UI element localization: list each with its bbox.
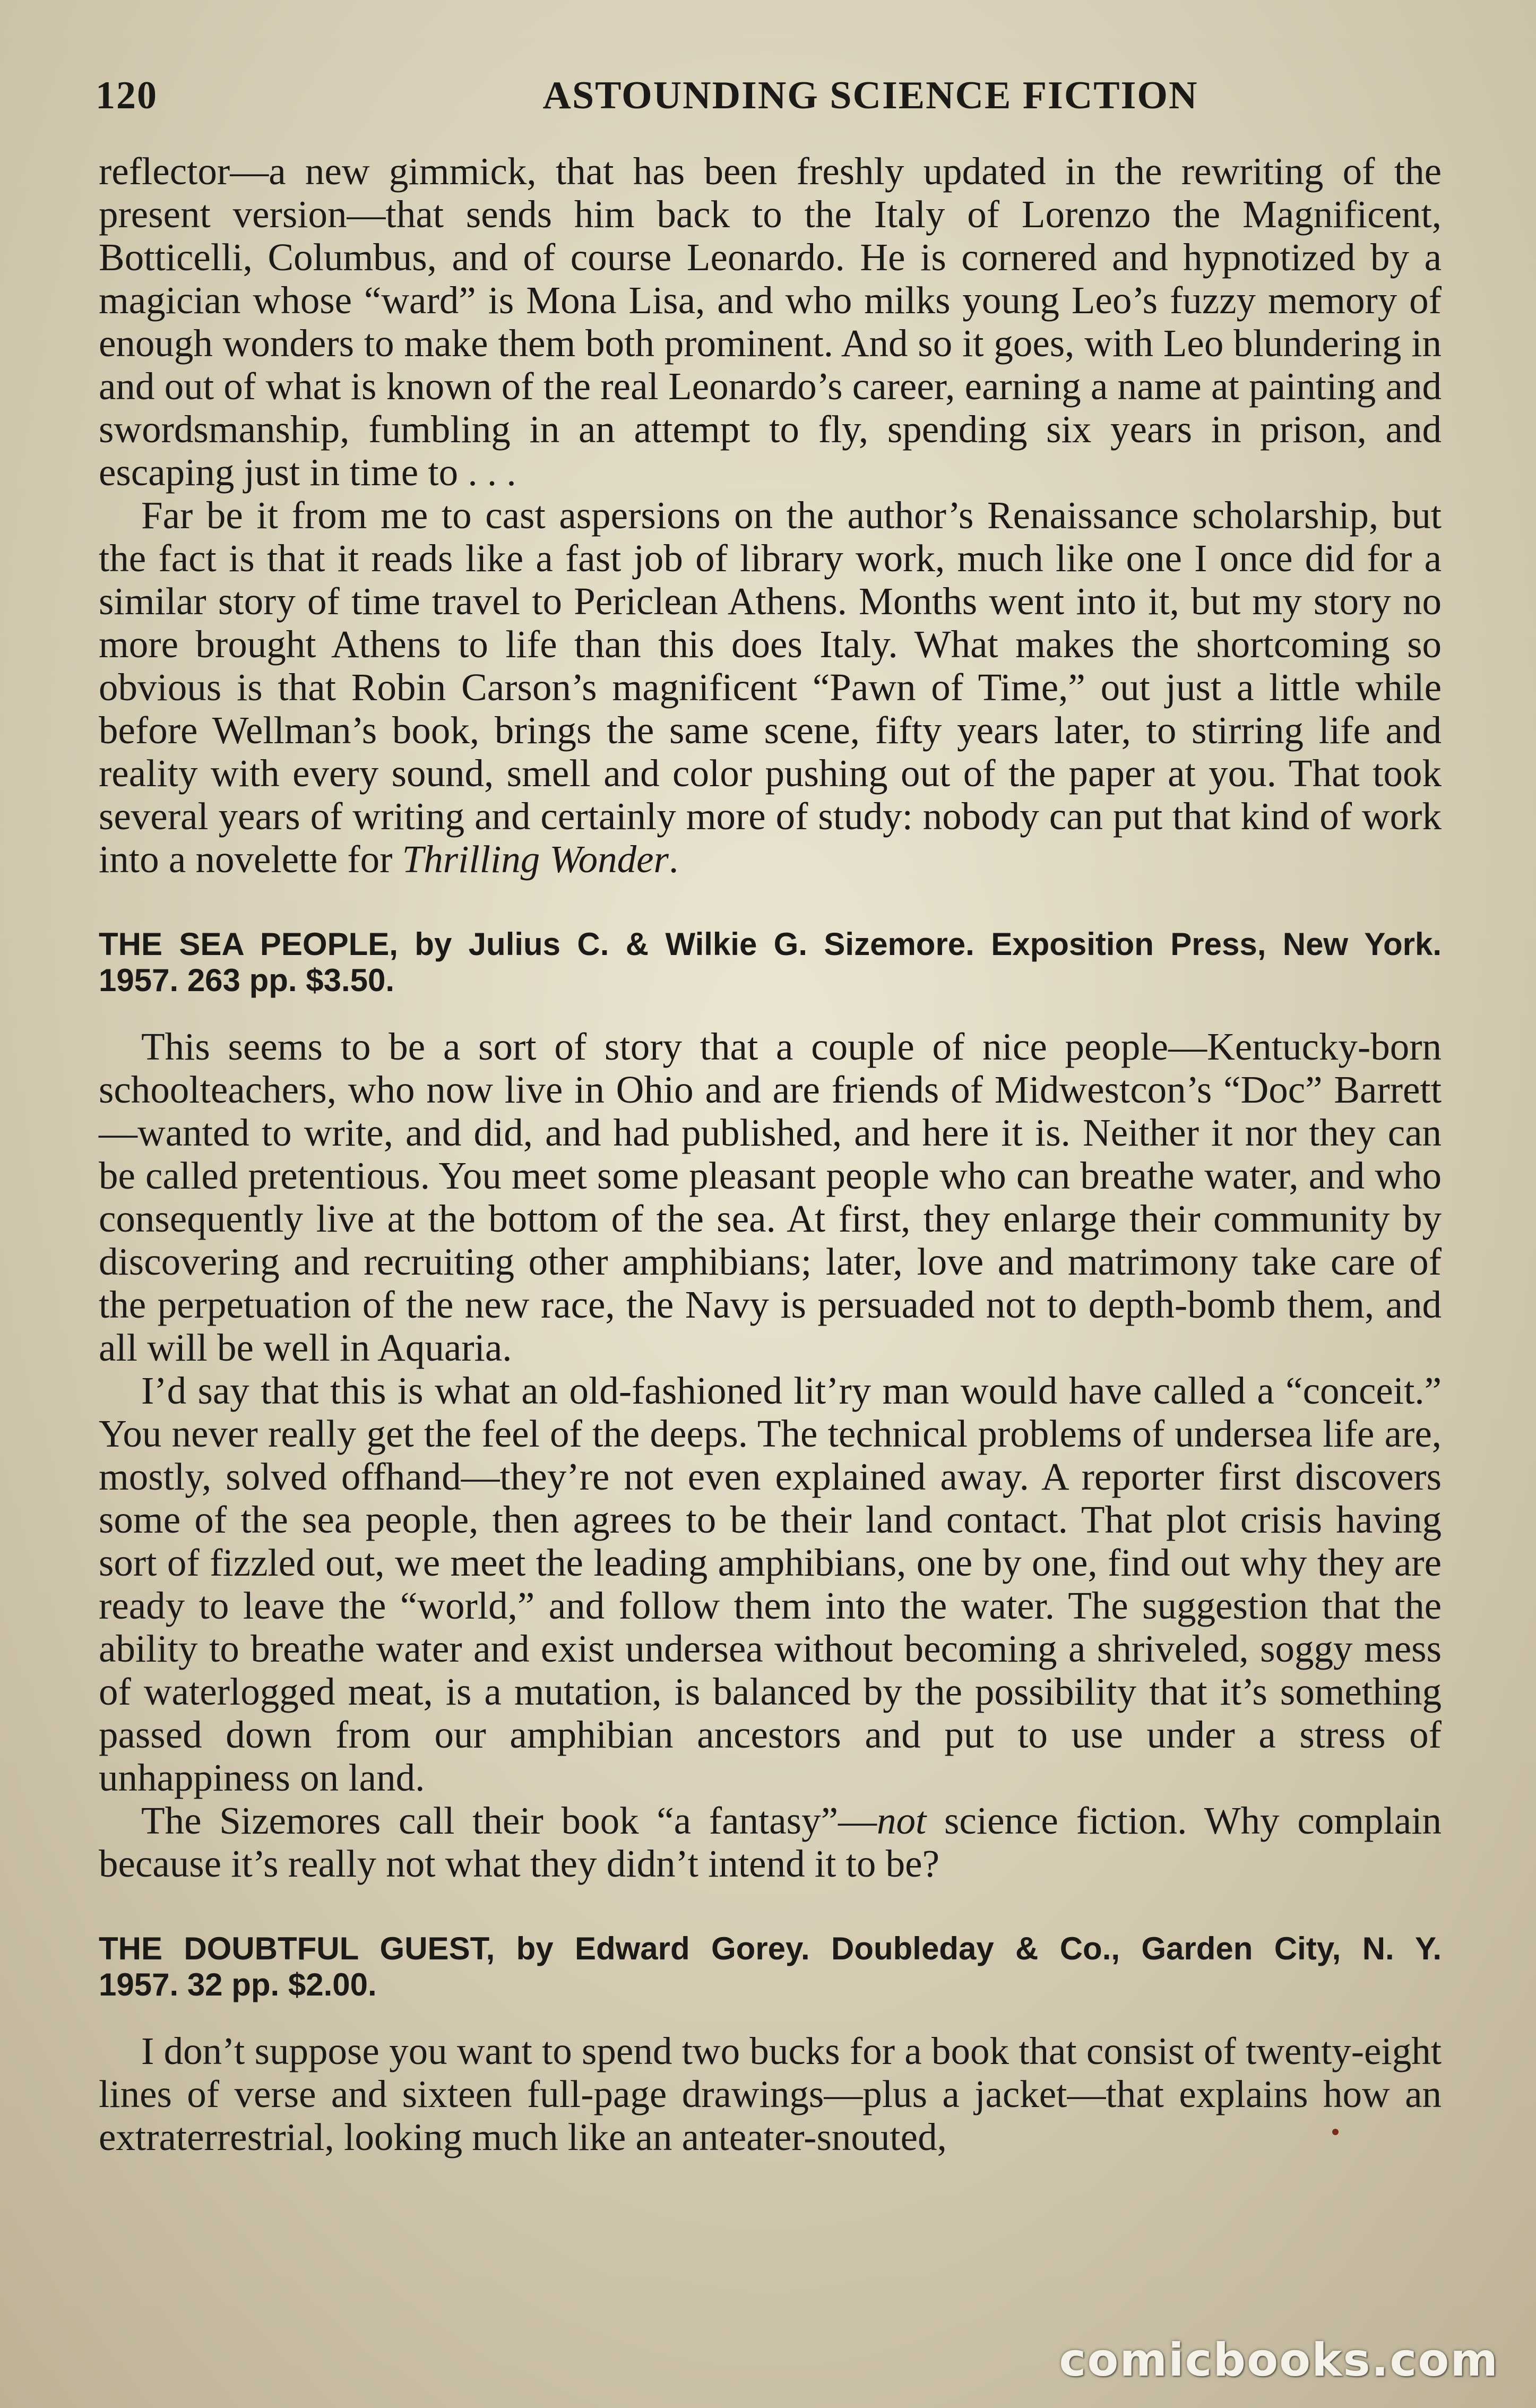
text-column xyxy=(99,150,1442,2158)
book-reference-line: 1957. 263 pp. $3.50. xyxy=(99,962,395,998)
magazine-title: Thrilling Wonder xyxy=(402,838,669,881)
book-reference-line: THE SEA PEOPLE, by Julius C. & Wilkie G. Sizemore. Exposition Press, New York. xyxy=(99,926,1442,962)
review-paragraph xyxy=(99,1799,1442,1885)
review-paragraph: I’d say that this is what an old-fashioned lit’ry man would have called a “conceit.” You never really get the feel of the deeps. The technical problems of undersea life are, mostly, solved offhand—they’re not even explained away. A reporter first discovers some of the sea people, then agrees to be their land contact. That plot crisis having sort of fizzled out, we meet the leading amphibians, one by one, find out why they are ready to leave the “world,” and follow them into the water. The suggestion that the ability to breathe water and exist undersea without becoming a shriveled, soggy mess of waterlogged meat, is a mutation, is balanced by the possibility that it’s something passed down from our amphibian ancestors and put to use under a stress of unhappiness on land. xyxy=(99,1369,1442,1799)
book-reference-line: THE DOUBTFUL GUEST, by Edward Gorey. Doubleday & Co., Garden City, N. Y. xyxy=(99,1931,1442,1966)
page-header xyxy=(96,73,1444,132)
review-paragraph: This seems to be a sort of story that a couple of nice people—Kentucky-born schoolteachers, who now live in Ohio and are friends of Midwestcon’s “Doc” Barrett—wanted to write, and did, and had published, and here it is. Neither it nor they can be called pretentious. You meet some pleasant people who can breathe water, and who consequently live at the bottom of the sea. At first, they enlarge their community by discovering and recruiting other amphibians; later, love and matrimony take care of the perpetuation of the new race, the Navy is persuaded not to depth-bomb them, and all will be well in Aquaria. xyxy=(99,1025,1442,1369)
paper-blemish xyxy=(1332,2129,1339,2135)
emphasis: not xyxy=(877,1799,927,1842)
paragraph-end: . xyxy=(668,838,679,881)
book-reference-line: 1957. 32 pp. $2.00. xyxy=(99,1967,377,2002)
page-number: 120 xyxy=(96,74,158,117)
review-paragraph xyxy=(99,494,1442,881)
review-paragraph: I don’t suppose you want to spend two bucks for a book that consist of twenty-eight lines of verse and sixteen full-page drawings—plus a jacket—that explains how an extraterrestrial, looking much like an anteater-snouted, xyxy=(99,2029,1442,2158)
paragraph-text: The Sizemores call their book “a fantasy”— xyxy=(141,1799,877,1842)
running-head: ASTOUNDING SCIENCE FICTION xyxy=(542,74,1198,117)
book-reference xyxy=(99,1931,1442,2003)
watermark: comicbooks.com xyxy=(1059,2334,1499,2387)
book-reference xyxy=(99,926,1442,999)
paragraph-text: Far be it from me to cast aspersions on the author’s Renaissance scholarship, but the fact is that it reads like a fast job of library work, much like one I once did for a similar story of time travel to Periclean Athens. Months went into it, but my story no more brought Athens to life than this does Italy. What makes the shortcoming so obvious is that Robin Carson’s magnificent “Pawn of Time,” out just a little while before Wellman’s book, brings the same scene, fifty years later, to stirring life and reality with every sound, smell and color pushing out of the paper at you. That took several years of writing and certainly more of study: nobody can put that kind of work into a novelette for xyxy=(99,494,1442,881)
review-paragraph: reflector—a new gimmick, that has been freshly updated in the rewriting of the present version—that sends him back to the Italy of Lorenzo the Magnificent, Botticelli, Columbus, and of course Leonardo. He is cornered and hypnotized by a magician whose “ward” is Mona Lisa, and who milks young Leo’s fuzzy memory of enough wonders to make them both prominent. And so it goes, with Leo blundering in and out of what is known of the real Leonardo’s career, earning a name at painting and swordsmanship, fumbling in an attempt to fly, spending six years in prison, and escaping just in time to . . . xyxy=(99,150,1442,494)
paragraph-text: science fiction. Why complain because it’s really not what they didn’t intend it to be? xyxy=(99,1799,1442,1885)
